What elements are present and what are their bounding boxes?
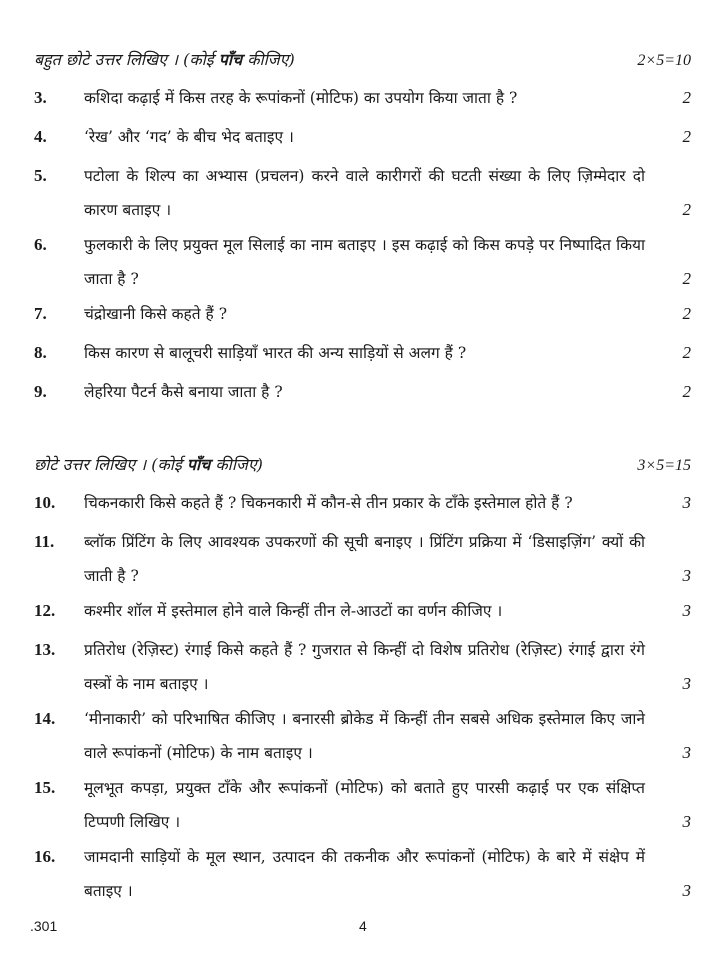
question-16: [34, 840, 691, 908]
question-mark: 2: [682, 269, 691, 288]
question-number: 14.: [34, 709, 56, 728]
question-text: पटोला के शिल्प का अभ्यास (प्रचलन) करने वाले कारीगरों की घटती संख्या के लिए ज़िम्मेदार दो कारण बताइए ।: [84, 167, 645, 219]
question-number: 3.: [34, 88, 47, 107]
question-15: [34, 771, 691, 839]
question-text: फुलकारी के लिए प्रयुक्त मूल सिलाई का नाम बताइए । इस कढ़ाई को किस कपड़े पर निष्पादित किया जाता है ?: [84, 236, 645, 288]
section-instruction: छोटे उत्तर लिखिए । (कोई पाँच कीजिए): [34, 455, 263, 474]
question-mark: 2: [682, 304, 691, 323]
question-mark: 3: [682, 881, 691, 900]
question-text: ‘रेख’ और ‘गद’ के बीच भेद बताइए ।: [84, 128, 294, 146]
section-header-short: [34, 453, 691, 475]
question-mark: 2: [682, 343, 691, 362]
question-3: [34, 81, 691, 115]
question-number: 4.: [34, 127, 47, 146]
question-number: 13.: [34, 640, 56, 659]
question-text: चंद्रोखानी किसे कहते हैं ?: [84, 305, 228, 323]
question-number: 12.: [34, 601, 56, 620]
page-number: 4: [359, 918, 367, 934]
question-text: प्रतिरोध (रेज़िस्ट) रंगाई किसे कहते हैं ? गुजरात से किन्हीं दो विशेष प्रतिरोध (रेज़िस्ट) रंगाई द्वारा रंगे वस्त्रों के नाम बताइए ।: [84, 641, 645, 693]
question-number: 8.: [34, 343, 47, 362]
question-10: [34, 486, 691, 520]
question-text: ‘मीनाकारी’ को परिभाषित कीजिए । बनारसी ब्रोकेड में किन्हीं तीन सबसे अधिक इस्तेमाल किए जाने वाले रूपांकनों (मोटिफ) के नाम बताइए ।: [84, 710, 645, 762]
question-mark: 2: [682, 382, 691, 401]
question-text: ब्लॉक प्रिंटिंग के लिए आवश्यक उपकरणों की सूची बनाइए । प्रिंटिंग प्रक्रिया में ‘डिसाइज़िंग’ क्यों की जाती है ?: [84, 533, 645, 585]
question-text: लेहरिया पैटर्न कैसे बनाया जाता है ?: [84, 383, 283, 401]
question-mark: 2: [682, 88, 691, 107]
question-number: 15.: [34, 778, 56, 797]
question-mark: 3: [682, 493, 691, 512]
question-13: [34, 633, 691, 701]
question-number: 16.: [34, 847, 56, 866]
question-text: जामदानी साड़ियों के मूल स्थान, उत्पादन की तकनीक और रूपांकनों (मोटिफ) के बारे में संक्षेप में बताइए ।: [84, 848, 645, 900]
question-5: [34, 159, 691, 227]
question-number: 9.: [34, 382, 47, 401]
question-mark: 2: [682, 200, 691, 219]
question-14: [34, 702, 691, 770]
question-7: [34, 297, 691, 331]
question-6: [34, 228, 691, 296]
section-header-very-short: [34, 48, 691, 70]
question-text: कशिदा कढ़ाई में किस तरह के रूपांकनों (मोटिफ) का उपयोग किया जाता है ?: [84, 89, 518, 107]
question-text: चिकनकारी किसे कहते हैं ? चिकनकारी में कौन-से तीन प्रकार के टाँके इस्तेमाल होते हैं ?: [84, 494, 573, 512]
question-9: [34, 375, 691, 409]
question-8: [34, 336, 691, 370]
paper-code: .301: [30, 918, 58, 934]
question-number: 5.: [34, 166, 47, 185]
question-number: 7.: [34, 304, 47, 323]
section-marks: 3×5=15: [637, 457, 691, 474]
section-instruction: बहुत छोटे उत्तर लिखिए । (कोई पाँच कीजिए): [34, 50, 295, 69]
question-mark: 3: [682, 812, 691, 831]
question-mark: 3: [682, 743, 691, 762]
question-12: [34, 594, 691, 628]
question-mark: 3: [682, 674, 691, 693]
question-4: [34, 120, 691, 154]
question-mark: 2: [682, 127, 691, 146]
question-text: मूलभूत कपड़ा, प्रयुक्त टाँके और रूपांकनों (मोटिफ) को बताते हुए पारसी कढ़ाई पर एक संक्षिप्त टिप्पणी लिखिए ।: [84, 779, 645, 831]
question-text: कश्मीर शॉल में इस्तेमाल होने वाले किन्हीं तीन ले-आउटों का वर्णन कीजिए ।: [84, 602, 503, 620]
question-number: 10.: [34, 493, 56, 512]
question-mark: 3: [682, 601, 691, 620]
question-text: किस कारण से बालूचरी साड़ियाँ भारत की अन्य साड़ियों से अलग हैं ?: [84, 344, 467, 362]
section-marks: 2×5=10: [637, 52, 691, 69]
question-number: 11.: [34, 532, 55, 551]
question-number: 6.: [34, 235, 47, 254]
question-11: [34, 525, 691, 593]
question-mark: 3: [682, 566, 691, 585]
